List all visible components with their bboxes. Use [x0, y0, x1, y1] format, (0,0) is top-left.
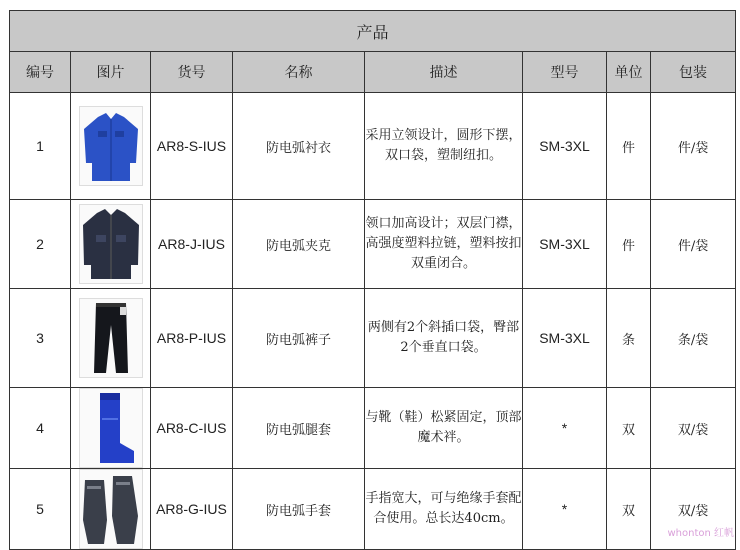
cell-image — [71, 200, 151, 289]
header-description: 描述 — [365, 52, 523, 93]
black-pants-icon — [79, 298, 143, 378]
cell-model: SM-3XL — [523, 200, 607, 289]
cell-package: 件/袋 — [651, 93, 736, 200]
cell-code: AR8-P-IUS — [151, 289, 233, 388]
header-row — [10, 52, 736, 93]
cell-name: 防电弧手套 — [233, 469, 365, 550]
cell-number: 4 — [10, 388, 71, 469]
cell-name: 防电弧裤子 — [233, 289, 365, 388]
cell-description: 领口加高设计；双层门襟，高强度塑料拉链，塑料按扣双重闭合。 — [365, 200, 523, 289]
cell-model: SM-3XL — [523, 93, 607, 200]
header-image: 图片 — [71, 52, 151, 93]
cell-unit: 件 — [607, 93, 651, 200]
cell-code: AR8-J-IUS — [151, 200, 233, 289]
cell-code: AR8-S-IUS — [151, 93, 233, 200]
table-row — [10, 289, 736, 388]
cell-model: SM-3XL — [523, 289, 607, 388]
cell-unit: 件 — [607, 200, 651, 289]
cell-number: 5 — [10, 469, 71, 550]
gloves-icon — [79, 469, 143, 549]
cell-name: 防电弧衬衣 — [233, 93, 365, 200]
cell-unit: 双 — [607, 469, 651, 550]
cell-image — [71, 388, 151, 469]
blue-shirt-icon — [79, 106, 143, 186]
cell-code: AR8-G-IUS — [151, 469, 233, 550]
cell-description: 采用立领设计，圆形下摆，双口袋，塑制纽扣。 — [365, 93, 523, 200]
table-row — [10, 93, 736, 200]
header-name: 名称 — [233, 52, 365, 93]
cell-code: AR8-C-IUS — [151, 388, 233, 469]
product-table — [9, 10, 736, 550]
table-title: 产品 — [10, 11, 736, 52]
cell-description: 与靴（鞋）松紧固定，顶部魔术袢。 — [365, 388, 523, 469]
cell-number: 3 — [10, 289, 71, 388]
header-unit: 单位 — [607, 52, 651, 93]
blue-leg-cover-icon — [79, 388, 143, 468]
table-row — [10, 200, 736, 289]
cell-package: 双/袋 — [651, 388, 736, 469]
table-row — [10, 388, 736, 469]
cell-image — [71, 469, 151, 550]
cell-package: 件/袋 — [651, 200, 736, 289]
cell-model: * — [523, 388, 607, 469]
cell-number: 2 — [10, 200, 71, 289]
cell-model: * — [523, 469, 607, 550]
watermark: whonton 红帆 — [667, 528, 734, 539]
header-model: 型号 — [523, 52, 607, 93]
cell-image — [71, 289, 151, 388]
cell-package: 双/袋 — [651, 469, 736, 550]
cell-name: 防电弧夹克 — [233, 200, 365, 289]
cell-number: 1 — [10, 93, 71, 200]
cropped-header-strip — [20, 0, 300, 8]
cell-unit: 条 — [607, 289, 651, 388]
cell-image — [71, 93, 151, 200]
cell-name: 防电弧腿套 — [233, 388, 365, 469]
cell-description: 两侧有2个斜插口袋，臀部2个垂直口袋。 — [365, 289, 523, 388]
header-code: 货号 — [151, 52, 233, 93]
cell-package: 条/袋 — [651, 289, 736, 388]
table-row — [10, 469, 736, 550]
cell-description: 手指宽大，可与绝缘手套配合使用。总长达40cm。 — [365, 469, 523, 550]
navy-jacket-icon — [79, 204, 143, 284]
header-package: 包装 — [651, 52, 736, 93]
header-number: 编号 — [10, 52, 71, 93]
cell-unit: 双 — [607, 388, 651, 469]
